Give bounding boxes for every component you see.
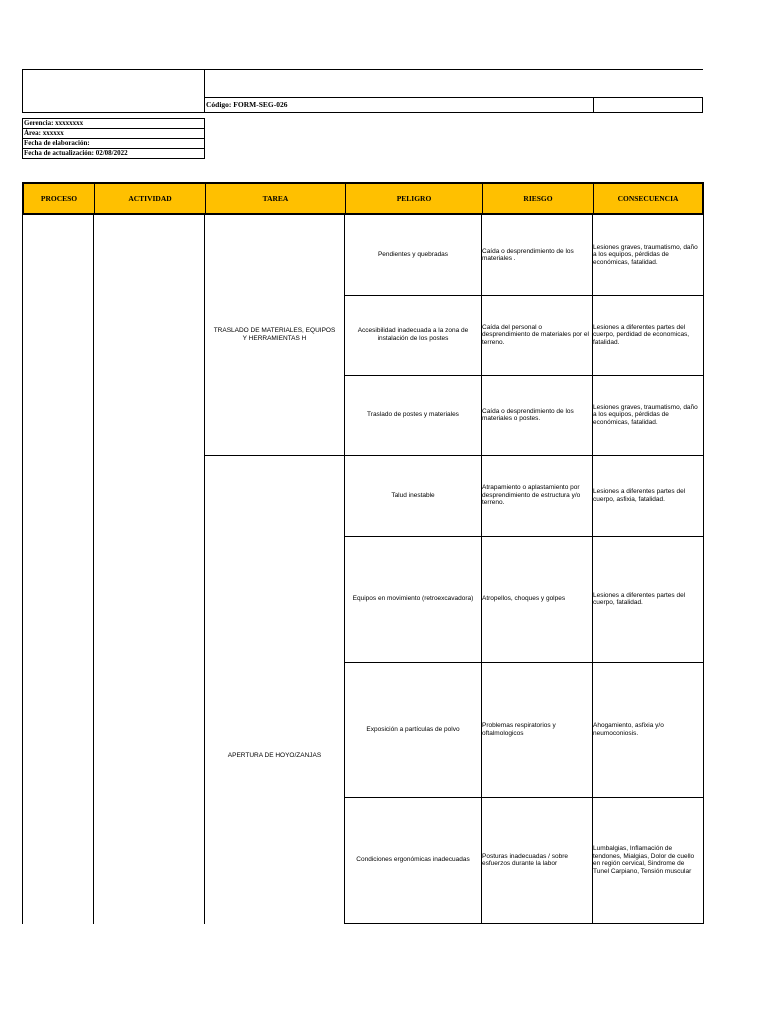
consecuencia-cell: Lesiones a diferentes partes del cuerpo, fatalidad. [593,591,686,606]
riesgo-cell: Posturas inadecuadas / sobre esfuerzos durante la labor [482,852,568,867]
col-peligro: PELIGRO [346,184,483,213]
col-actividad: ACTIVIDAD [95,184,206,213]
form-code: Código: FORM-SEG-026 [206,100,288,109]
peligro-cell: Talud inestable [391,491,435,499]
consecuencia-cell: Lesiones graves, traumatismo, daño a los equipos, pérdidas de económicas, fatalidad. [593,403,698,426]
meta-area: Área: xxxxxx [22,129,205,139]
consecuencia-cell: Ahogamiento, asfixia y/o neumoconiosis. [593,722,664,737]
riesgo-cell: Atrapamiento o aplastamiento por desprendimiento de estructura y/o terreno. [482,484,581,507]
peligro-cell: Equipos en movimiento (retroexcavadora) [352,595,474,602]
peligro-cell: Pendientes y quebradas [377,251,449,258]
tarea-cell: APERTURA DE HOYO/ZANJAS [227,751,322,759]
codigo-row [204,97,703,113]
logo-box [22,69,205,113]
table-header-row [22,182,704,215]
tarea-cell: TRASLADO DE MATERIALES, EQUIPOS Y HERRAMIENTAS H [213,327,336,342]
meta-gerencia: Gerencia: xxxxxxxx [22,118,205,129]
riesgo-cell: Caída o desprendimiento de los materiales . [482,247,574,262]
meta-fecha-actualizacion: Fecha de actualización: 02/08/2022 [22,149,205,159]
meta-block [22,118,205,159]
col-consecuencia: CONSECUENCIA [617,194,679,203]
peligro-cell: Accesibilidad inadecuada a la zona de instalación de los postes [357,327,469,342]
peligro-cell: Traslado de postes y materiales [367,411,459,418]
col-riesgo: RIESGO [483,184,594,213]
riesgo-cell: Caída del personal o desprendimiento de materiales por el terreno. [482,323,589,346]
consecuencia-cell: Lumbalgias, Inflamación de tendones, Mialgias, Dolor de cuello en región cervical, Sindrome de Tunel Carpiano, Tensión muscular [593,845,695,875]
grid-line [22,215,23,924]
col-proceso: PROCESO [24,184,95,213]
col-tarea: TAREA [206,184,346,213]
meta-fecha-elaboracion: Fecha de elaboración: [22,139,205,149]
consecuencia-cell: Lesiones a diferentes partes del cuerpo, asfixia, fatalidad. [593,488,686,503]
grid-line [344,923,703,924]
codigo-right-cell [593,98,594,112]
peligro-cell: Condiciones ergonómicas inadecuadas [356,856,470,863]
grid-line [703,215,704,924]
title-top-line [205,69,703,70]
riesgo-cell: Caída o desprendimiento de los materiales o postes. [482,407,574,422]
peligro-cell: Exposición a partículas de polvo [366,725,460,733]
consecuencia-cell: Lesiones graves, traumatismo, daño a los equipos, pérdidas de económicas, fatalidad. [593,243,698,266]
grid-line [204,455,344,456]
grid-line [93,215,94,924]
form-header [22,69,703,113]
riesgo-cell: Atropellos, choques y golpes [482,595,566,603]
consecuencia-cell: Lesiones a diferentes partes del cuerpo, perdidad de economicas, fatalidad. [593,323,690,346]
riesgo-cell: Problemas respiratorios y oftalmologicos [482,722,556,737]
